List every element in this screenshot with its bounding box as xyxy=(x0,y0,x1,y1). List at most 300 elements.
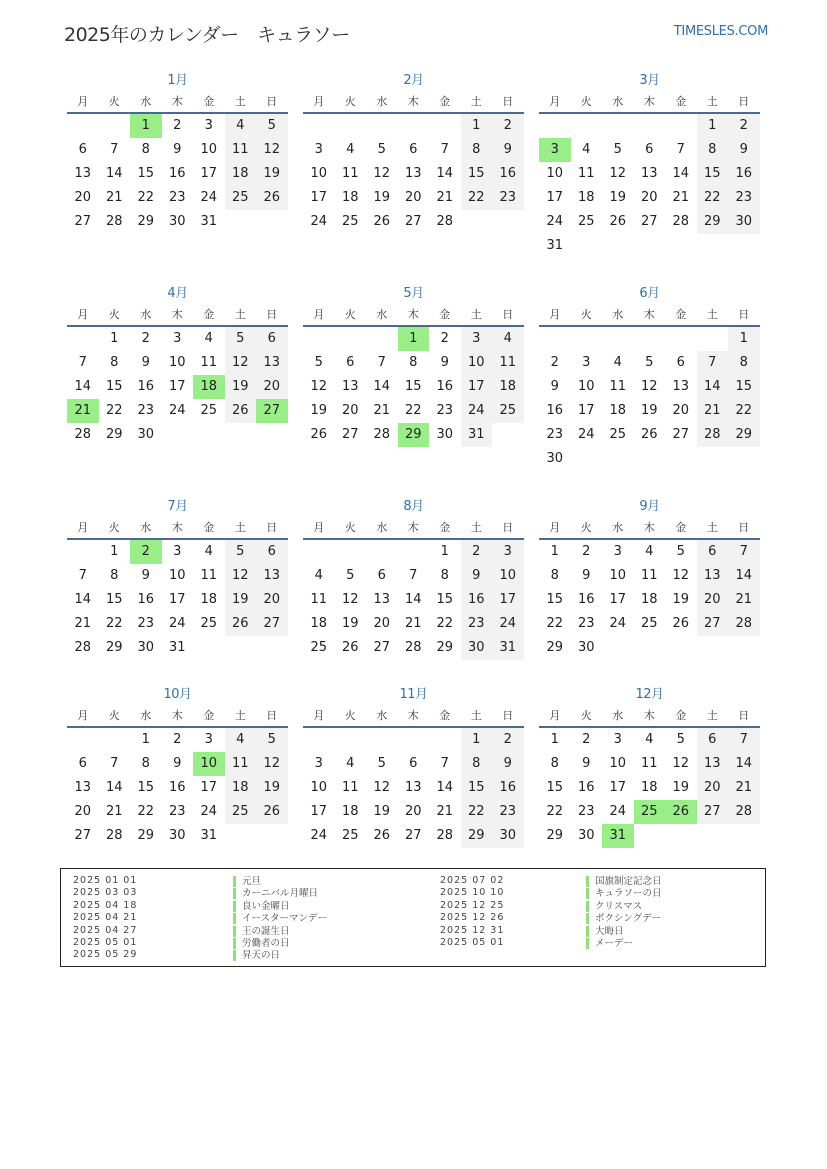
day-cell[interactable]: 8 xyxy=(550,568,559,583)
day-cell[interactable]: 11 xyxy=(225,138,257,162)
day-cell[interactable]: 22 xyxy=(137,190,155,205)
day-cell[interactable]: 3 xyxy=(204,118,213,133)
day-cell[interactable]: 24 xyxy=(200,804,218,819)
day-cell[interactable]: 30 xyxy=(461,636,493,660)
day-cell[interactable]: 6 xyxy=(256,540,288,564)
day-cell[interactable]: 8 xyxy=(697,138,729,162)
day-cell[interactable]: 30 xyxy=(546,451,564,466)
day-cell[interactable]: 28 xyxy=(373,427,391,442)
day-cell[interactable]: 15 xyxy=(546,780,564,795)
holiday-day-cell[interactable]: 27 xyxy=(256,399,288,423)
day-cell[interactable]: 4 xyxy=(204,544,213,559)
day-cell[interactable]: 6 xyxy=(346,355,355,370)
day-cell[interactable]: 27 xyxy=(404,828,422,843)
day-cell[interactable]: 29 xyxy=(137,214,155,229)
day-cell[interactable]: 17 xyxy=(310,190,328,205)
day-cell[interactable]: 2 xyxy=(173,732,182,747)
day-cell[interactable]: 4 xyxy=(225,114,257,138)
day-cell[interactable]: 29 xyxy=(105,427,123,442)
day-cell[interactable]: 18 xyxy=(640,780,658,795)
day-cell[interactable]: 29 xyxy=(546,640,564,655)
day-cell[interactable]: 22 xyxy=(461,186,493,210)
day-cell[interactable]: 25 xyxy=(225,186,257,210)
day-cell[interactable]: 19 xyxy=(256,776,288,800)
day-cell[interactable]: 13 xyxy=(74,166,92,181)
day-cell[interactable]: 5 xyxy=(676,732,685,747)
day-cell[interactable]: 14 xyxy=(74,592,92,607)
day-cell[interactable]: 25 xyxy=(341,214,359,229)
day-cell[interactable]: 13 xyxy=(373,592,391,607)
day-cell[interactable]: 20 xyxy=(373,616,391,631)
day-cell[interactable]: 23 xyxy=(577,804,595,819)
day-cell[interactable]: 5 xyxy=(346,568,355,583)
day-cell[interactable]: 28 xyxy=(728,800,760,824)
day-cell[interactable]: 18 xyxy=(200,592,218,607)
day-cell[interactable]: 21 xyxy=(373,403,391,418)
day-cell[interactable]: 29 xyxy=(137,828,155,843)
day-cell[interactable]: 1 xyxy=(110,544,119,559)
holiday-day-cell[interactable]: 26 xyxy=(665,800,697,824)
day-cell[interactable]: 11 xyxy=(341,780,359,795)
day-cell[interactable]: 6 xyxy=(697,540,729,564)
day-cell[interactable]: 19 xyxy=(672,592,690,607)
holiday-day-cell[interactable]: 25 xyxy=(634,800,666,824)
day-cell[interactable]: 19 xyxy=(672,780,690,795)
day-cell[interactable]: 28 xyxy=(105,828,123,843)
day-cell[interactable]: 7 xyxy=(728,540,760,564)
day-cell[interactable]: 3 xyxy=(173,331,182,346)
day-cell[interactable]: 29 xyxy=(436,640,454,655)
day-cell[interactable]: 12 xyxy=(225,351,257,375)
day-cell[interactable]: 4 xyxy=(613,355,622,370)
day-cell[interactable]: 3 xyxy=(492,540,524,564)
day-cell[interactable]: 10 xyxy=(461,351,493,375)
day-cell[interactable]: 14 xyxy=(373,379,391,394)
day-cell[interactable]: 7 xyxy=(78,355,87,370)
day-cell[interactable]: 20 xyxy=(640,190,658,205)
day-cell[interactable]: 14 xyxy=(105,780,123,795)
day-cell[interactable]: 15 xyxy=(697,162,729,186)
day-cell[interactable]: 24 xyxy=(200,190,218,205)
day-cell[interactable]: 5 xyxy=(613,142,622,157)
day-cell[interactable]: 18 xyxy=(609,403,627,418)
day-cell[interactable]: 9 xyxy=(582,568,591,583)
day-cell[interactable]: 2 xyxy=(582,544,591,559)
day-cell[interactable]: 22 xyxy=(546,804,564,819)
day-cell[interactable]: 16 xyxy=(436,379,454,394)
day-cell[interactable]: 12 xyxy=(609,166,627,181)
day-cell[interactable]: 4 xyxy=(346,756,355,771)
day-cell[interactable]: 1 xyxy=(440,544,449,559)
holiday-day-cell[interactable]: 10 xyxy=(193,752,225,776)
day-cell[interactable]: 12 xyxy=(640,379,658,394)
day-cell[interactable]: 17 xyxy=(200,166,218,181)
day-cell[interactable]: 10 xyxy=(609,756,627,771)
day-cell[interactable]: 17 xyxy=(200,780,218,795)
day-cell[interactable]: 10 xyxy=(200,142,218,157)
day-cell[interactable]: 19 xyxy=(341,616,359,631)
day-cell[interactable]: 11 xyxy=(640,568,658,583)
day-cell[interactable]: 8 xyxy=(141,142,150,157)
day-cell[interactable]: 24 xyxy=(310,828,328,843)
day-cell[interactable]: 11 xyxy=(341,166,359,181)
day-cell[interactable]: 13 xyxy=(256,351,288,375)
day-cell[interactable]: 21 xyxy=(697,399,729,423)
day-cell[interactable]: 24 xyxy=(609,616,627,631)
day-cell[interactable]: 7 xyxy=(78,568,87,583)
day-cell[interactable]: 13 xyxy=(697,752,729,776)
day-cell[interactable]: 10 xyxy=(310,166,328,181)
day-cell[interactable]: 28 xyxy=(436,214,454,229)
day-cell[interactable]: 17 xyxy=(168,592,186,607)
day-cell[interactable]: 20 xyxy=(74,190,92,205)
day-cell[interactable]: 24 xyxy=(168,616,186,631)
day-cell[interactable]: 13 xyxy=(404,166,422,181)
day-cell[interactable]: 4 xyxy=(582,142,591,157)
day-cell[interactable]: 3 xyxy=(461,327,493,351)
day-cell[interactable]: 18 xyxy=(577,190,595,205)
day-cell[interactable]: 2 xyxy=(550,355,559,370)
day-cell[interactable]: 21 xyxy=(672,190,690,205)
day-cell[interactable]: 30 xyxy=(492,824,524,848)
day-cell[interactable]: 8 xyxy=(728,351,760,375)
day-cell[interactable]: 6 xyxy=(78,756,87,771)
day-cell[interactable]: 10 xyxy=(609,568,627,583)
day-cell[interactable]: 26 xyxy=(341,640,359,655)
day-cell[interactable]: 18 xyxy=(225,162,257,186)
day-cell[interactable]: 14 xyxy=(436,780,454,795)
day-cell[interactable]: 15 xyxy=(404,379,422,394)
day-cell[interactable]: 16 xyxy=(168,780,186,795)
day-cell[interactable]: 28 xyxy=(697,423,729,447)
day-cell[interactable]: 26 xyxy=(373,214,391,229)
day-cell[interactable]: 23 xyxy=(436,403,454,418)
day-cell[interactable]: 31 xyxy=(200,828,218,843)
day-cell[interactable]: 22 xyxy=(404,403,422,418)
day-cell[interactable]: 31 xyxy=(461,423,493,447)
day-cell[interactable]: 9 xyxy=(550,379,559,394)
day-cell[interactable]: 8 xyxy=(141,756,150,771)
day-cell[interactable]: 20 xyxy=(672,403,690,418)
day-cell[interactable]: 24 xyxy=(546,214,564,229)
day-cell[interactable]: 28 xyxy=(74,427,92,442)
day-cell[interactable]: 31 xyxy=(168,640,186,655)
day-cell[interactable]: 26 xyxy=(225,612,257,636)
day-cell[interactable]: 26 xyxy=(672,616,690,631)
day-cell[interactable]: 26 xyxy=(310,427,328,442)
day-cell[interactable]: 17 xyxy=(609,780,627,795)
day-cell[interactable]: 2 xyxy=(141,331,150,346)
day-cell[interactable]: 31 xyxy=(492,636,524,660)
day-cell[interactable]: 17 xyxy=(577,403,595,418)
day-cell[interactable]: 11 xyxy=(225,752,257,776)
day-cell[interactable]: 9 xyxy=(173,756,182,771)
day-cell[interactable]: 12 xyxy=(672,568,690,583)
day-cell[interactable]: 4 xyxy=(225,728,257,752)
day-cell[interactable]: 28 xyxy=(404,640,422,655)
day-cell[interactable]: 23 xyxy=(168,190,186,205)
day-cell[interactable]: 4 xyxy=(204,331,213,346)
day-cell[interactable]: 23 xyxy=(577,616,595,631)
day-cell[interactable]: 30 xyxy=(577,828,595,843)
day-cell[interactable]: 23 xyxy=(137,616,155,631)
day-cell[interactable]: 7 xyxy=(110,142,119,157)
day-cell[interactable]: 6 xyxy=(645,142,654,157)
day-cell[interactable]: 30 xyxy=(168,214,186,229)
day-cell[interactable]: 26 xyxy=(640,427,658,442)
day-cell[interactable]: 11 xyxy=(577,166,595,181)
brand-logo-text[interactable]: TIMESLES.COM xyxy=(673,24,768,39)
day-cell[interactable]: 6 xyxy=(78,142,87,157)
day-cell[interactable]: 16 xyxy=(492,162,524,186)
day-cell[interactable]: 21 xyxy=(436,190,454,205)
day-cell[interactable]: 4 xyxy=(645,732,654,747)
day-cell[interactable]: 25 xyxy=(609,427,627,442)
day-cell[interactable]: 15 xyxy=(461,776,493,800)
day-cell[interactable]: 14 xyxy=(728,564,760,588)
day-cell[interactable]: 10 xyxy=(577,379,595,394)
day-cell[interactable]: 5 xyxy=(225,327,257,351)
day-cell[interactable]: 11 xyxy=(200,568,218,583)
day-cell[interactable]: 3 xyxy=(613,544,622,559)
day-cell[interactable]: 14 xyxy=(436,166,454,181)
day-cell[interactable]: 16 xyxy=(728,162,760,186)
day-cell[interactable]: 4 xyxy=(346,142,355,157)
day-cell[interactable]: 20 xyxy=(256,375,288,399)
day-cell[interactable]: 27 xyxy=(640,214,658,229)
day-cell[interactable]: 13 xyxy=(74,780,92,795)
day-cell[interactable]: 2 xyxy=(728,114,760,138)
day-cell[interactable]: 24 xyxy=(577,427,595,442)
day-cell[interactable]: 9 xyxy=(173,142,182,157)
day-cell[interactable]: 21 xyxy=(105,190,123,205)
day-cell[interactable]: 21 xyxy=(728,588,760,612)
day-cell[interactable]: 8 xyxy=(409,355,418,370)
day-cell[interactable]: 12 xyxy=(373,166,391,181)
day-cell[interactable]: 3 xyxy=(314,142,323,157)
day-cell[interactable]: 16 xyxy=(168,166,186,181)
day-cell[interactable]: 1 xyxy=(550,544,559,559)
day-cell[interactable]: 25 xyxy=(341,828,359,843)
holiday-day-cell[interactable]: 1 xyxy=(130,114,162,138)
day-cell[interactable]: 12 xyxy=(373,780,391,795)
day-cell[interactable]: 1 xyxy=(697,114,729,138)
day-cell[interactable]: 22 xyxy=(728,399,760,423)
day-cell[interactable]: 29 xyxy=(728,423,760,447)
day-cell[interactable]: 13 xyxy=(404,780,422,795)
day-cell[interactable]: 30 xyxy=(436,427,454,442)
day-cell[interactable]: 18 xyxy=(225,776,257,800)
holiday-day-cell[interactable]: 29 xyxy=(398,423,430,447)
day-cell[interactable]: 3 xyxy=(582,355,591,370)
day-cell[interactable]: 30 xyxy=(137,640,155,655)
day-cell[interactable]: 14 xyxy=(74,379,92,394)
day-cell[interactable]: 9 xyxy=(492,138,524,162)
day-cell[interactable]: 15 xyxy=(105,379,123,394)
day-cell[interactable]: 25 xyxy=(640,616,658,631)
day-cell[interactable]: 27 xyxy=(404,214,422,229)
day-cell[interactable]: 22 xyxy=(105,616,123,631)
day-cell[interactable]: 23 xyxy=(137,403,155,418)
day-cell[interactable]: 15 xyxy=(728,375,760,399)
day-cell[interactable]: 27 xyxy=(74,214,92,229)
day-cell[interactable]: 28 xyxy=(728,612,760,636)
day-cell[interactable]: 16 xyxy=(461,588,493,612)
day-cell[interactable]: 13 xyxy=(341,379,359,394)
day-cell[interactable]: 10 xyxy=(168,355,186,370)
day-cell[interactable]: 8 xyxy=(461,752,493,776)
day-cell[interactable]: 23 xyxy=(492,186,524,210)
day-cell[interactable]: 12 xyxy=(225,564,257,588)
day-cell[interactable]: 6 xyxy=(409,756,418,771)
day-cell[interactable]: 26 xyxy=(225,399,257,423)
day-cell[interactable]: 30 xyxy=(137,427,155,442)
day-cell[interactable]: 31 xyxy=(200,214,218,229)
day-cell[interactable]: 7 xyxy=(110,756,119,771)
day-cell[interactable]: 24 xyxy=(310,214,328,229)
day-cell[interactable]: 27 xyxy=(672,427,690,442)
day-cell[interactable]: 30 xyxy=(728,210,760,234)
day-cell[interactable]: 21 xyxy=(74,616,92,631)
holiday-day-cell[interactable]: 31 xyxy=(602,824,634,848)
day-cell[interactable]: 7 xyxy=(728,728,760,752)
day-cell[interactable]: 25 xyxy=(225,800,257,824)
day-cell[interactable]: 12 xyxy=(256,138,288,162)
day-cell[interactable]: 25 xyxy=(200,616,218,631)
day-cell[interactable]: 9 xyxy=(141,355,150,370)
day-cell[interactable]: 19 xyxy=(640,403,658,418)
day-cell[interactable]: 6 xyxy=(697,728,729,752)
day-cell[interactable]: 2 xyxy=(440,331,449,346)
day-cell[interactable]: 2 xyxy=(582,732,591,747)
day-cell[interactable]: 6 xyxy=(676,355,685,370)
day-cell[interactable]: 6 xyxy=(256,327,288,351)
day-cell[interactable]: 17 xyxy=(609,592,627,607)
day-cell[interactable]: 19 xyxy=(225,588,257,612)
day-cell[interactable]: 16 xyxy=(137,379,155,394)
day-cell[interactable]: 3 xyxy=(613,732,622,747)
day-cell[interactable]: 23 xyxy=(546,427,564,442)
day-cell[interactable]: 28 xyxy=(74,640,92,655)
day-cell[interactable]: 19 xyxy=(609,190,627,205)
day-cell[interactable]: 13 xyxy=(640,166,658,181)
day-cell[interactable]: 17 xyxy=(168,379,186,394)
day-cell[interactable]: 28 xyxy=(672,214,690,229)
day-cell[interactable]: 11 xyxy=(640,756,658,771)
day-cell[interactable]: 3 xyxy=(173,544,182,559)
day-cell[interactable]: 7 xyxy=(440,142,449,157)
day-cell[interactable]: 10 xyxy=(492,564,524,588)
holiday-day-cell[interactable]: 1 xyxy=(398,327,430,351)
day-cell[interactable]: 20 xyxy=(697,776,729,800)
day-cell[interactable]: 22 xyxy=(105,403,123,418)
day-cell[interactable]: 17 xyxy=(492,588,524,612)
day-cell[interactable]: 9 xyxy=(582,756,591,771)
day-cell[interactable]: 22 xyxy=(436,616,454,631)
day-cell[interactable]: 21 xyxy=(404,616,422,631)
day-cell[interactable]: 23 xyxy=(461,612,493,636)
holiday-day-cell[interactable]: 21 xyxy=(67,399,99,423)
day-cell[interactable]: 8 xyxy=(550,756,559,771)
day-cell[interactable]: 19 xyxy=(373,190,391,205)
day-cell[interactable]: 19 xyxy=(225,375,257,399)
day-cell[interactable]: 18 xyxy=(310,616,328,631)
day-cell[interactable]: 28 xyxy=(105,214,123,229)
holiday-day-cell[interactable]: 18 xyxy=(193,375,225,399)
day-cell[interactable]: 16 xyxy=(577,780,595,795)
day-cell[interactable]: 11 xyxy=(200,355,218,370)
day-cell[interactable]: 12 xyxy=(256,752,288,776)
day-cell[interactable]: 29 xyxy=(546,828,564,843)
day-cell[interactable]: 23 xyxy=(728,186,760,210)
day-cell[interactable]: 7 xyxy=(697,351,729,375)
day-cell[interactable]: 5 xyxy=(377,142,386,157)
day-cell[interactable]: 7 xyxy=(440,756,449,771)
day-cell[interactable]: 20 xyxy=(404,804,422,819)
day-cell[interactable]: 18 xyxy=(492,375,524,399)
day-cell[interactable]: 12 xyxy=(310,379,328,394)
day-cell[interactable]: 25 xyxy=(310,640,328,655)
day-cell[interactable]: 7 xyxy=(676,142,685,157)
day-cell[interactable]: 5 xyxy=(377,756,386,771)
day-cell[interactable]: 15 xyxy=(105,592,123,607)
day-cell[interactable]: 19 xyxy=(256,162,288,186)
day-cell[interactable]: 14 xyxy=(672,166,690,181)
day-cell[interactable]: 1 xyxy=(110,331,119,346)
day-cell[interactable]: 25 xyxy=(200,403,218,418)
day-cell[interactable]: 26 xyxy=(256,186,288,210)
day-cell[interactable]: 24 xyxy=(609,804,627,819)
day-cell[interactable]: 2 xyxy=(173,118,182,133)
day-cell[interactable]: 10 xyxy=(546,166,564,181)
day-cell[interactable]: 24 xyxy=(168,403,186,418)
day-cell[interactable]: 23 xyxy=(492,800,524,824)
holiday-day-cell[interactable]: 2 xyxy=(130,540,162,564)
day-cell[interactable]: 7 xyxy=(377,355,386,370)
day-cell[interactable]: 5 xyxy=(645,355,654,370)
day-cell[interactable]: 8 xyxy=(110,568,119,583)
day-cell[interactable]: 27 xyxy=(697,612,729,636)
day-cell[interactable]: 29 xyxy=(461,824,493,848)
day-cell[interactable]: 13 xyxy=(697,564,729,588)
day-cell[interactable]: 28 xyxy=(436,828,454,843)
day-cell[interactable]: 8 xyxy=(110,355,119,370)
day-cell[interactable]: 26 xyxy=(256,800,288,824)
day-cell[interactable]: 11 xyxy=(310,592,328,607)
day-cell[interactable]: 8 xyxy=(461,138,493,162)
day-cell[interactable]: 9 xyxy=(728,138,760,162)
day-cell[interactable]: 21 xyxy=(728,776,760,800)
day-cell[interactable]: 27 xyxy=(697,800,729,824)
day-cell[interactable]: 12 xyxy=(672,756,690,771)
day-cell[interactable]: 30 xyxy=(168,828,186,843)
day-cell[interactable]: 10 xyxy=(168,568,186,583)
day-cell[interactable]: 16 xyxy=(577,592,595,607)
day-cell[interactable]: 13 xyxy=(672,379,690,394)
day-cell[interactable]: 6 xyxy=(409,142,418,157)
day-cell[interactable]: 10 xyxy=(310,780,328,795)
day-cell[interactable]: 18 xyxy=(341,804,359,819)
day-cell[interactable]: 17 xyxy=(461,375,493,399)
day-cell[interactable]: 27 xyxy=(256,612,288,636)
day-cell[interactable]: 27 xyxy=(74,828,92,843)
day-cell[interactable]: 30 xyxy=(577,640,595,655)
day-cell[interactable]: 11 xyxy=(609,379,627,394)
day-cell[interactable]: 5 xyxy=(314,355,323,370)
day-cell[interactable]: 1 xyxy=(728,327,760,351)
day-cell[interactable]: 23 xyxy=(168,804,186,819)
day-cell[interactable]: 20 xyxy=(697,588,729,612)
